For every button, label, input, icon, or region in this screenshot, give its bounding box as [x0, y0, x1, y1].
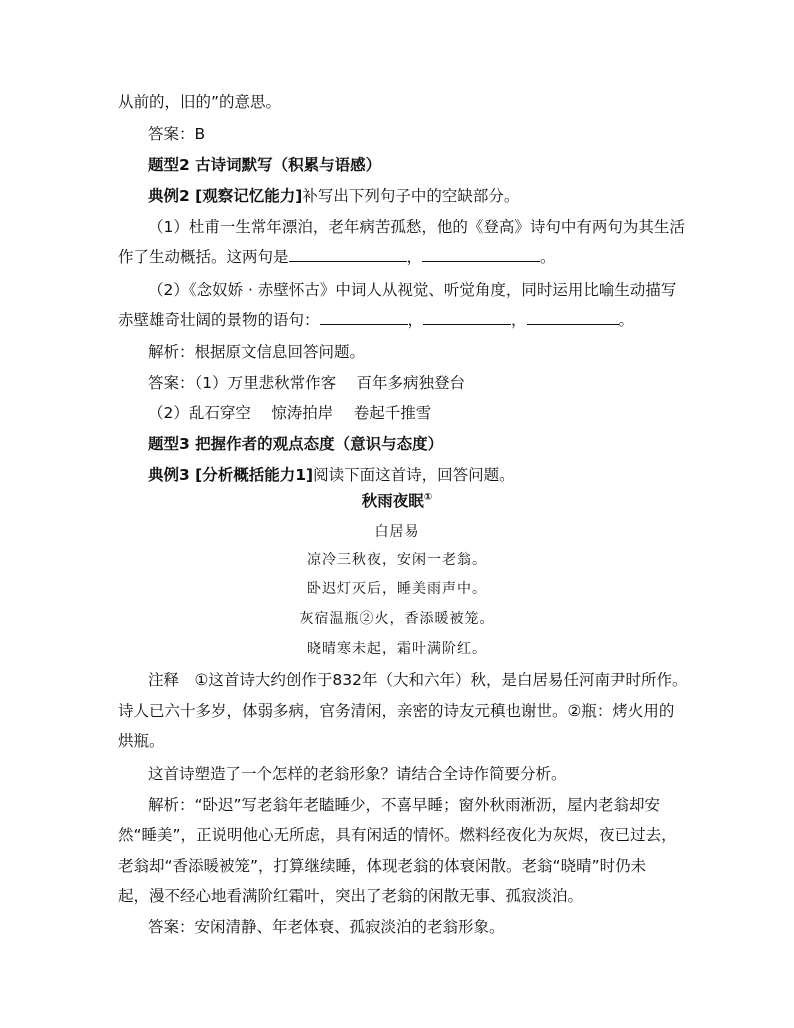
- fill-blank[interactable]: [527, 310, 619, 325]
- example-3-text: 阅读下面这首诗，回答问题。: [313, 466, 515, 484]
- question-3: 这首诗塑造了一个怎样的老翁形象？请结合全诗作简要分析。: [148, 765, 567, 783]
- analysis-3-line3: 老翁却“香添暖被笼”，打算继续睡，体现老翁的体衰闲散。老翁“晓晴”时仍未: [118, 857, 647, 875]
- example-3-heading: [148, 465, 515, 485]
- note-line1: 注释 ①这首诗大约创作于832年（大和六年）秋，是白居易任河南尹时所作。: [148, 671, 688, 689]
- fill-blank[interactable]: [423, 310, 511, 325]
- example-3-tag: 典例3 [分析概括能力1]: [148, 466, 314, 484]
- poem-title: 秋雨夜眠①: [361, 491, 433, 510]
- question-2-line1: （2）《念奴娇 · 赤壁怀古》中词人从视觉、听觉角度，同时运用比喻生动描写: [148, 281, 677, 299]
- question-1-line2: 作了生动概括。这两句是 ， 。: [118, 248, 556, 266]
- footnote-mark: ①: [423, 491, 433, 503]
- answer-2-line2: （2）乱石穿空 惊涛拍岸 卷起千推雪: [148, 404, 432, 422]
- poem-line-4: 晓晴寒未起，霜叶满阶红。: [307, 641, 487, 657]
- analysis-2: 解析：根据原文信息回答问题。: [148, 343, 366, 361]
- fill-blank[interactable]: [320, 310, 408, 325]
- example-2-tag: 典例2 [观察记忆能力]: [148, 187, 303, 205]
- answer-3: 答案：安闲清静、年老体衰、孤寂淡泊的老翁形象。: [148, 918, 505, 936]
- section-title-type3: 题型3 把握作者的观点态度（意识与态度）: [148, 435, 444, 453]
- analysis-3-line2: 然“睡美”，正说明他心无所虑，具有闲适的情怀。燃料经夜化为灰烬，夜已过去，: [118, 826, 677, 844]
- question-2-line2: 赤壁雄奇壮阔的景物的语句： ， ， 。: [118, 311, 635, 329]
- analysis-3-line4: 起，漫不经心地看满阶红霜叶，突出了老翁的闲散无事、孤寂淡泊。: [118, 887, 584, 905]
- answer-2-line1: 答案：（1）万里悲秋常作客 百年多病独登台: [148, 374, 466, 392]
- poem-line-2: 卧迟灯灭后，睡美雨声中。: [307, 581, 487, 597]
- note-line2: 诗人已六十多岁，体弱多病，官务清闲，亲密的诗友元稹也谢世。②瓶：烤火用的: [118, 702, 675, 720]
- section-title-type2: 题型2 古诗词默写（积累与语感）: [148, 156, 382, 174]
- poem-line-3: 灰宿温瓶②火，香添暖被笼。: [299, 611, 495, 627]
- example-2-text: 补写出下列句子中的空缺部分。: [302, 187, 520, 205]
- example-2-heading: [148, 186, 519, 206]
- poem-author: 白居易: [374, 524, 420, 540]
- fill-blank[interactable]: [289, 247, 407, 262]
- fill-blank[interactable]: [422, 247, 540, 262]
- analysis-3-line1: 解析：“卧迟”写老翁年老瞌睡少，不喜早睡；窗外秋雨淅沥，屋内老翁却安: [148, 796, 661, 814]
- question-1-line1: （1）杜甫一生常年漂泊，老年病苦孤愁，他的《登高》诗句中有两句为其生活: [148, 218, 685, 236]
- footnote-mark: ②: [359, 611, 375, 627]
- answer-1: 答案：B: [148, 125, 206, 143]
- note-line3: 烘瓶。: [118, 732, 165, 750]
- paragraph-line: 从前的，旧的”的意思。: [118, 93, 282, 111]
- poem-line-1: 凉冷三秋夜，安闲一老翁。: [307, 552, 487, 568]
